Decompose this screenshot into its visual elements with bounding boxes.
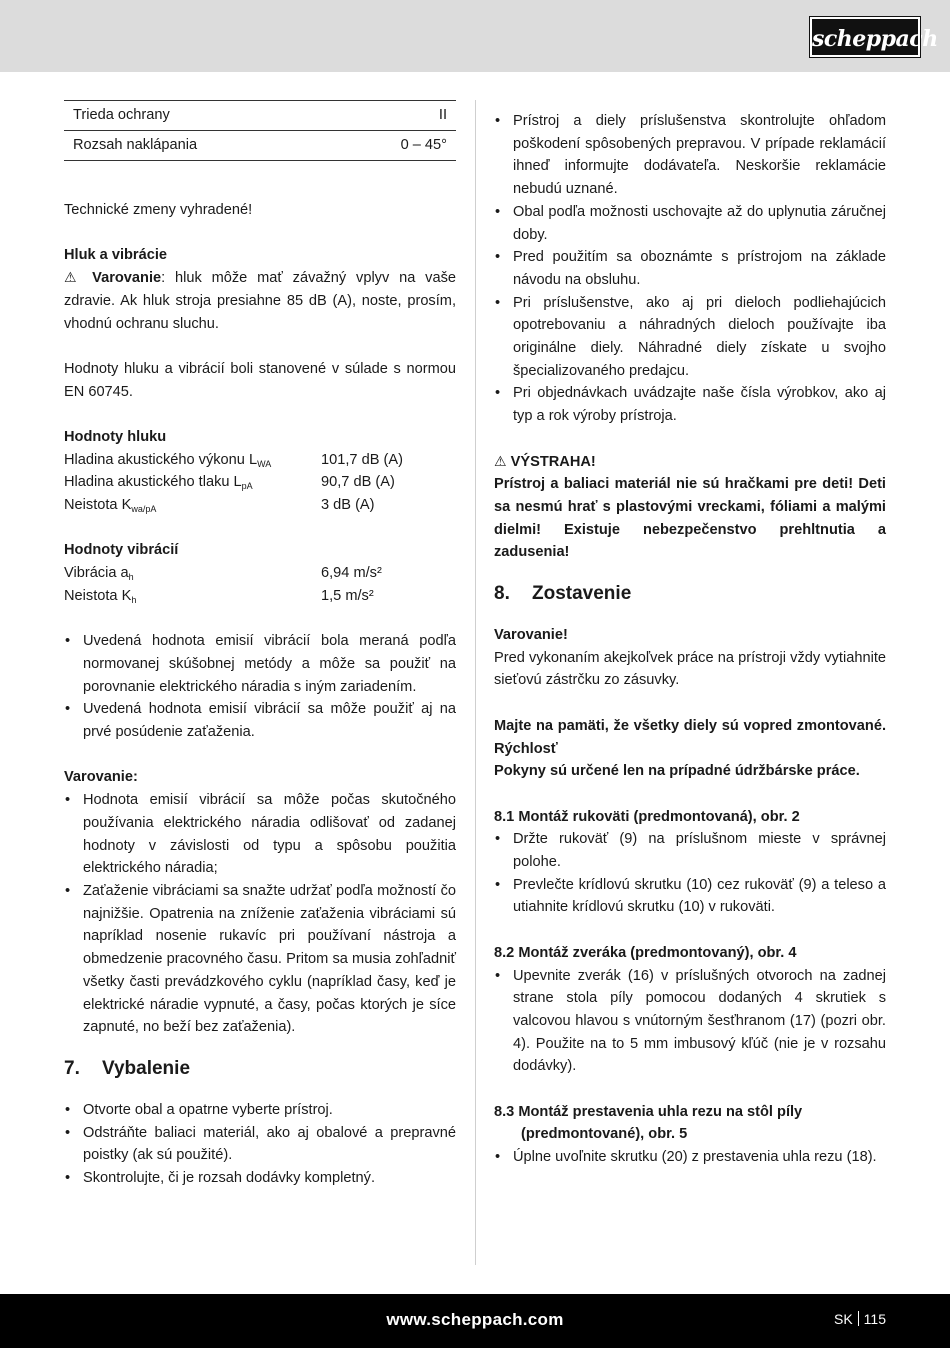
header-bar [0, 0, 950, 72]
section-title: Zostavenie [532, 583, 632, 605]
alert-heading-text: VÝSTRAHA! [510, 453, 596, 470]
maintenance-note: Pokyny sú určené len na prípadné údržbárske práce. [494, 763, 860, 780]
vibration-value-label: Vibrácia a [64, 565, 129, 582]
page-indicator [834, 1311, 886, 1327]
noise-warning-text: : hluk môže mať závažný vplyv na vaše zdravie. Ak hluk stroja presiahne 85 dB (A), noste, prosím, vhodnú ochranu sluchu. [64, 270, 456, 332]
noise-standard-text: Hodnoty hluku a vibrácií boli stanovené v súlade s normou EN 60745. [64, 360, 456, 400]
list-item: • Pri objednávkach uvádzajte naše čísla výrobkov, ako aj typ a rok výroby prístroja. [494, 382, 886, 427]
technical-changes-note: Technické zmeny vyhradené! [64, 202, 253, 218]
website-url: www.scheppach.com [386, 1310, 564, 1329]
noise-value-label: Hladina akustického tlaku L [64, 474, 242, 491]
noise-value: 101,7 dB (A) [321, 451, 403, 468]
list-item: • Obal podľa možnosti uschovajte až do uplynutia záručnej doby. [494, 201, 886, 246]
list-item: • Prevlečte krídlovú skrutku (10) cez rukoväť (9) a teleso a utiahnite krídlovú skrutku (10) v rukoväti. [494, 874, 886, 919]
footer-bar [0, 1294, 950, 1348]
noise-value-row [64, 449, 456, 472]
preassembled-note: Majte na pamäti, že všetky diely sú vopred zmontované. Rýchlosť [494, 717, 886, 757]
noise-value-subscript: WA [257, 458, 272, 469]
warning-triangle-icon: ⚠ [64, 270, 83, 287]
list-item: • Zaťaženie vibráciami sa snažte udržať podľa možností čo najnižšie. Opatrenia na zníženie zaťaženia vibráciami sú napríklad nosenie rukavíc pri používaní nástroja a obmedzenie pracovného času. Pritom sa musia zohľadniť všetky časti prevádzkového cyklu (napríklad časy, keď je elektrické náradie vypnuté, a časy, počas ktorých je síce zapnuté, no beží bez zaťaženia). [64, 880, 456, 1039]
noise-value-label: Neistota K [64, 497, 132, 514]
list-item: • Uvedená hodnota emisií vibrácií bola meraná podľa normovanej skúšobnej metódy a môže sa použiť na porovnanie elektrického náradia s iným zariadením. [64, 630, 456, 698]
noise-value-subscript: wa/pA [131, 504, 157, 515]
list-item: • Pri príslušenstve, ako aj pri dieloch podliehajúcich opotrebovaniu a náhradných dieloch používajte iba originálne diely. Náhradné diely získate u svojho špecializovaného predajcu. [494, 292, 886, 383]
vibration-value: 1,5 m/s² [321, 587, 374, 604]
warning-bullet-list [64, 789, 456, 1039]
spec-table [64, 100, 456, 161]
spec-value: 0 – 45° [334, 131, 456, 161]
noise-value: 90,7 dB (A) [321, 474, 395, 491]
list-item: • Odstráňte baliaci materiál, ako aj obalové a prepravné poistky (ak sú použité). [64, 1122, 456, 1167]
warning-triangle-icon: ⚠ [494, 453, 507, 470]
vibration-value: 6,94 m/s² [321, 565, 382, 582]
alert-heading [494, 451, 886, 474]
list-item: • Hodnota emisií vibrácií sa môže počas skutočného používania elektrického náradia odlišovať od zadanej hodnoty v závislosti od typu a spôsobu použitia elektrického náradia; [64, 789, 456, 880]
spec-value: II [334, 101, 456, 131]
section-7-heading [64, 1056, 456, 1082]
list-item: • Uvedená hodnota emisií vibrácií sa môže použiť aj na prvé posúdenie zaťaženia. [64, 698, 456, 743]
unpack-bullet-list [64, 1099, 456, 1190]
spec-label: Trieda ochrany [64, 101, 334, 131]
noise-heading: Hluk a vibrácie [64, 247, 168, 264]
list-item: • Držte rukoväť (9) na príslušnom mieste v správnej polohe. [494, 828, 886, 873]
subsection-8-1-heading: 8.1 Montáž rukoväti (predmontovaná), obr. 2 [494, 808, 800, 825]
noise-value-subscript: pA [241, 481, 253, 492]
spec-label: Rozsah naklápania [64, 131, 334, 161]
list-item: • Skontrolujte, či je rozsah dodávky kompletný. [64, 1167, 456, 1190]
subsection-8-2-list [494, 965, 886, 1079]
list-item: • Úplne uvoľnite skrutku (20) z prestavenia uhla rezu (18). [494, 1146, 886, 1169]
language-code: SK [833, 1311, 853, 1327]
list-item: • Otvorte obal a opatrne vyberte prístroj. [64, 1099, 456, 1122]
check-bullet-list [494, 110, 886, 428]
vibration-value-subscript: h [128, 572, 134, 583]
section-title: Vybalenie [102, 1057, 191, 1079]
table-row [64, 131, 456, 161]
section-8-heading [494, 581, 886, 607]
vibration-bullet-list [64, 630, 456, 744]
subsection-8-2-heading: 8.2 Montáž zveráka (predmontovaný), obr. 4 [494, 944, 797, 961]
table-row [64, 101, 456, 131]
assembly-warning-heading: Varovanie! [494, 627, 568, 644]
noise-warning [64, 267, 456, 335]
list-item: • Prístroj a diely príslušenstva skontrolujte ohľadom poškodení spôsobených prepravou. V prípade reklamácií ihneď informujte dodávateľa. Neskoršie reklamácie nebudú uznané. [494, 110, 886, 201]
list-item: • Pred použitím sa oboznámte s prístrojom na základe návodu na obsluhu. [494, 246, 886, 291]
vibration-heading: Hodnoty vibrácií [64, 542, 179, 559]
vibration-value-row [64, 562, 456, 585]
subsection-8-3-list [494, 1146, 886, 1169]
noise-value-row [64, 471, 456, 494]
vibration-value-row [64, 585, 456, 608]
page-number: 115 [863, 1311, 886, 1327]
noise-value-label: Hladina akustického výkonu L [64, 451, 258, 468]
brand-logo: scheppach [810, 17, 920, 57]
list-item: • Upevnite zverák (16) v príslušných otvoroch na zadnej strane stola píly pomocou dodaných 4 skrutiek s valcovou hlavou s vnútorným šesťhranom (17) (pozri obr. 4). Použite na to 5 mm imbusový kľúč (nie je v rozsahu dodávky). [494, 965, 886, 1079]
warning-heading: Varovanie: [64, 769, 138, 786]
column-divider [475, 100, 476, 1265]
noise-value: 3 dB (A) [321, 497, 375, 514]
separator [858, 1311, 859, 1326]
section-number: 7. [64, 1057, 80, 1079]
section-number: 8. [494, 583, 510, 605]
subsection-8-1-list [494, 828, 886, 919]
noise-value-row [64, 494, 456, 517]
right-column [494, 110, 886, 1169]
assembly-warning-text: Pred vykonaním akejkoľvek práce na prístroji vždy vytiahnite sieťovú zástrčku zo zásuvky. [494, 649, 886, 689]
subsection-8-3-heading: 8.3 Montáž prestavenia uhla rezu na stôl píly (predmontované), obr. 5 [494, 1103, 803, 1143]
alert-text: Prístroj a baliaci materiál nie sú hračkami pre deti! Deti sa nesmú hrať s plastovými vreckami, fóliami a malými dielmi! Existuje nebezpečenstvo prehltnutia a zadusenia! [494, 476, 886, 561]
noise-warning-label: Varovanie [92, 270, 162, 287]
vibration-value-label: Neistota K [64, 587, 132, 604]
left-column [64, 100, 456, 1190]
vibration-value-subscript: h [131, 594, 137, 605]
noise-values-heading: Hodnoty hluku [64, 428, 167, 445]
